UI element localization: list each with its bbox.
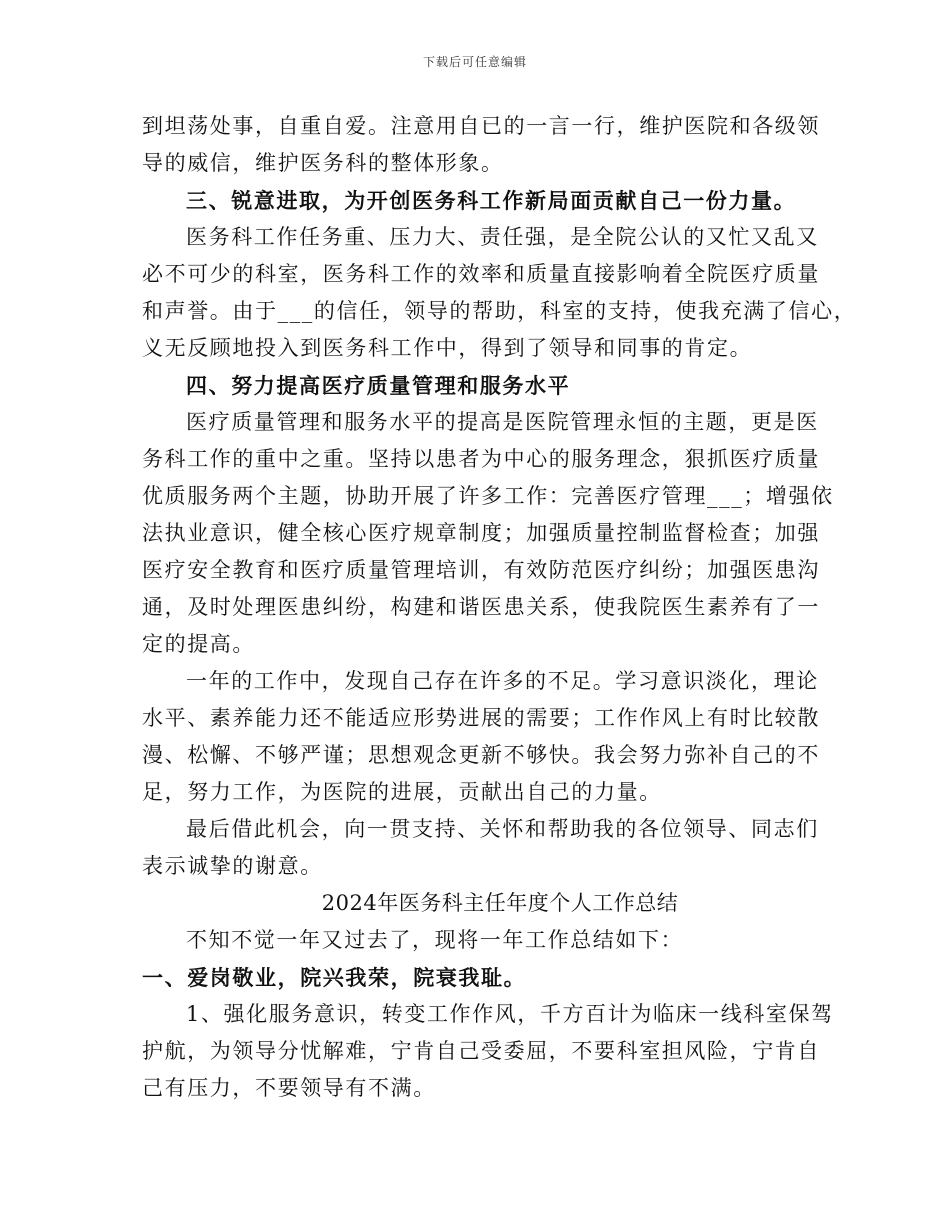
text-line: 定的提高。 bbox=[142, 632, 255, 656]
text-line: 1、强化服务意识，转变工作作风，千方百计为临床一线科室保驾 bbox=[186, 1002, 834, 1026]
text-line: 水平、素养能力还不能适应形势进展的需要；工作作风上有时比较散 bbox=[142, 706, 820, 730]
text-line: 己有压力，不要领导有不满。 bbox=[142, 1076, 436, 1100]
text-line: 必不可少的科室，医务科工作的效率和质量直接影响着全院医疗质量 bbox=[142, 262, 820, 286]
text-line: 医疗质量管理和服务水平的提高是医院管理永恒的主题，更是医 bbox=[186, 410, 819, 434]
text-line: 护航，为领导分忧解难，宁肯自己受委屈，不要科室担风险，宁肯自 bbox=[142, 1039, 820, 1063]
page-header: 下载后可任意编辑 bbox=[422, 55, 527, 69]
document-title: 2024年医务科主任年度个人工作总结 bbox=[321, 891, 679, 915]
text-line: 通，及时处理医患纠纷，构建和谐医患关系，使我院医生素养有了一 bbox=[142, 595, 820, 619]
text-line: 务科工作的重中之重。坚持以患者为中心的服务理念，狠抓医疗质量 bbox=[142, 447, 820, 471]
text-line: 一年的工作中，发现自己存在许多的不足。学习意识淡化，理论 bbox=[186, 669, 819, 693]
section-heading: 四、努力提高医疗质量管理和服务水平 bbox=[186, 373, 571, 398]
section-heading: 三、锐意进取，为开创医务科工作新局面贡献自己一份力量。 bbox=[186, 188, 797, 213]
text-line: 足，努力工作，为医院的进展，贡献出自己的力量。 bbox=[142, 780, 662, 804]
text-line: 医疗安全教育和医疗质量管理培训，有效防范医疗纠纷；加强医患沟 bbox=[142, 558, 820, 582]
text-line: 不知不觉一年又过去了，现将一年工作总结如下： bbox=[186, 928, 684, 952]
text-line: 漫、松懈、不够严谨；思想观念更新不够快。我会努力弥补自己的不 bbox=[142, 743, 820, 767]
text-line: 医务科工作任务重、压力大、责任强，是全院公认的又忙又乱又 bbox=[186, 225, 819, 249]
text-line: 导的威信，维护医务科的整体形象。 bbox=[142, 151, 504, 175]
text-line: 法执业意识，健全核心医疗规章制度；加强质量控制监督检查；加强 bbox=[142, 521, 820, 545]
text-line: 优质服务两个主题，协助开展了许多工作：完善医疗管理___；增强依 bbox=[142, 484, 834, 508]
text-line: 表示诚挚的谢意。 bbox=[142, 854, 323, 878]
text-line: 最后借此机会，向一贯支持、关怀和帮助我的各位领导、同志们 bbox=[186, 817, 819, 841]
text-line: 义无反顾地投入到医务科工作中，得到了领导和同事的肯定。 bbox=[142, 336, 753, 360]
section-heading: 一、爱岗敬业，院兴我荣，院衰我耻。 bbox=[142, 965, 527, 990]
text-line: 到坦荡处事，自重自爱。注意用自已的一言一行，维护医院和各级领 bbox=[142, 114, 820, 138]
document-body bbox=[142, 108, 857, 1107]
text-line: 和声誉。由于___的信任，领导的帮助，科室的支持，使我充满了信心， bbox=[142, 299, 857, 323]
